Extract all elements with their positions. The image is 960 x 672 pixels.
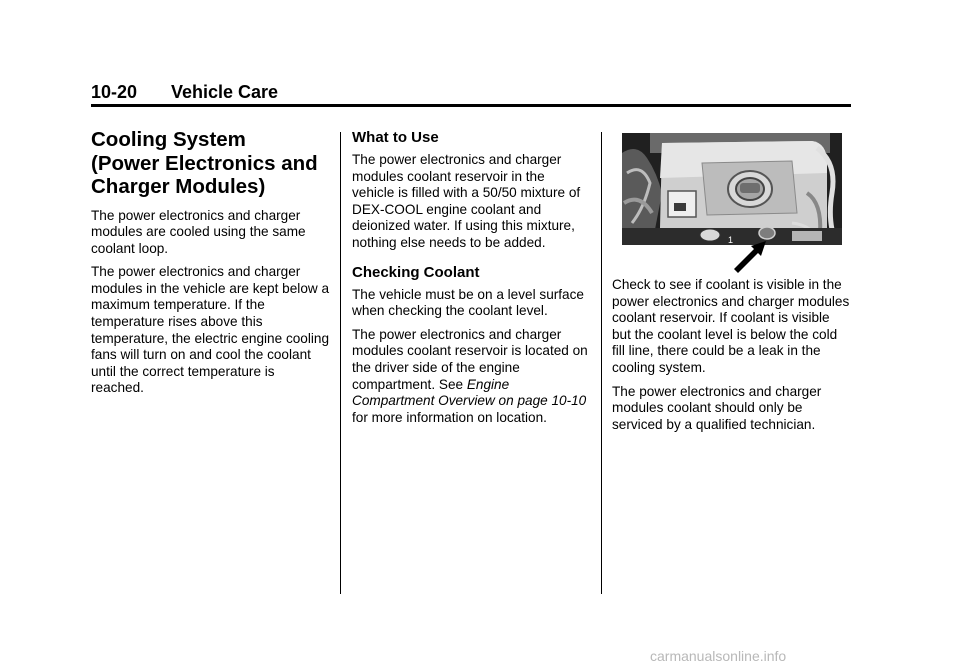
- section-title: Vehicle Care: [171, 82, 279, 102]
- engine-compartment-photo: [622, 133, 842, 245]
- figure-callout-label: 1: [728, 235, 734, 245]
- reservoir-location-text-end: for more information on location.: [352, 409, 547, 425]
- what-to-use-paragraph: The power electronics and charger modules coolant reservoir in the vehicle is filled with a 50/50 mixture of DEX-COOL engine coolant and deionized water. If using this mixture, nothing else needs to be added.: [352, 152, 581, 250]
- reservoir-location-paragraph: [352, 327, 588, 427]
- page-header: [91, 82, 851, 107]
- page-number: 10-20: [91, 82, 138, 102]
- column-1: [91, 128, 331, 404]
- column-divider: [340, 132, 341, 594]
- engine-compartment-reference-link[interactable]: Engine Compartment Overview on page 10-10: [352, 376, 587, 409]
- callout-arrow-icon: [732, 237, 772, 273]
- watermark: carmanualsonline.info: [650, 648, 787, 664]
- main-heading-line: Charger Modules): [91, 175, 266, 198]
- main-heading-line: Cooling System: [91, 128, 246, 151]
- engine-illustration: [622, 133, 842, 245]
- service-paragraph: The power electronics and charger modules coolant should only be serviced by a qualified technician.: [612, 383, 822, 432]
- reservoir-location-text: The power electronics and charger modules coolant reservoir is located on the driver side of the engine compartment. See: [352, 326, 588, 392]
- main-heading-line: (Power Electronics and: [91, 151, 318, 175]
- main-heading: [91, 128, 331, 199]
- checking-coolant-heading: Checking Coolant: [352, 263, 480, 281]
- column-divider: [601, 132, 602, 594]
- column-3: [612, 128, 852, 440]
- column-2: [352, 128, 588, 433]
- temperature-paragraph: The power electronics and charger modules in the vehicle are kept below a maximum temperature. If the temperature rises above this temperature, the electric engine cooling fans will turn on and cool the coolant until the correct temperature is reached.: [91, 264, 330, 396]
- coolant-check-paragraph: Check to see if coolant is visible in the power electronics and charger modules coolant reservoir. If coolant is visible but the coolant level is below the cold fill line, there could be a leak in the cooling system.: [612, 277, 850, 375]
- level-surface-paragraph: The vehicle must be on a level surface when checking the coolant level.: [352, 286, 584, 319]
- what-to-use-heading: What to Use: [352, 129, 439, 146]
- figure-callout: [612, 245, 852, 273]
- intro-paragraph: The power electronics and charger modules are cooled using the same coolant loop.: [91, 207, 306, 256]
